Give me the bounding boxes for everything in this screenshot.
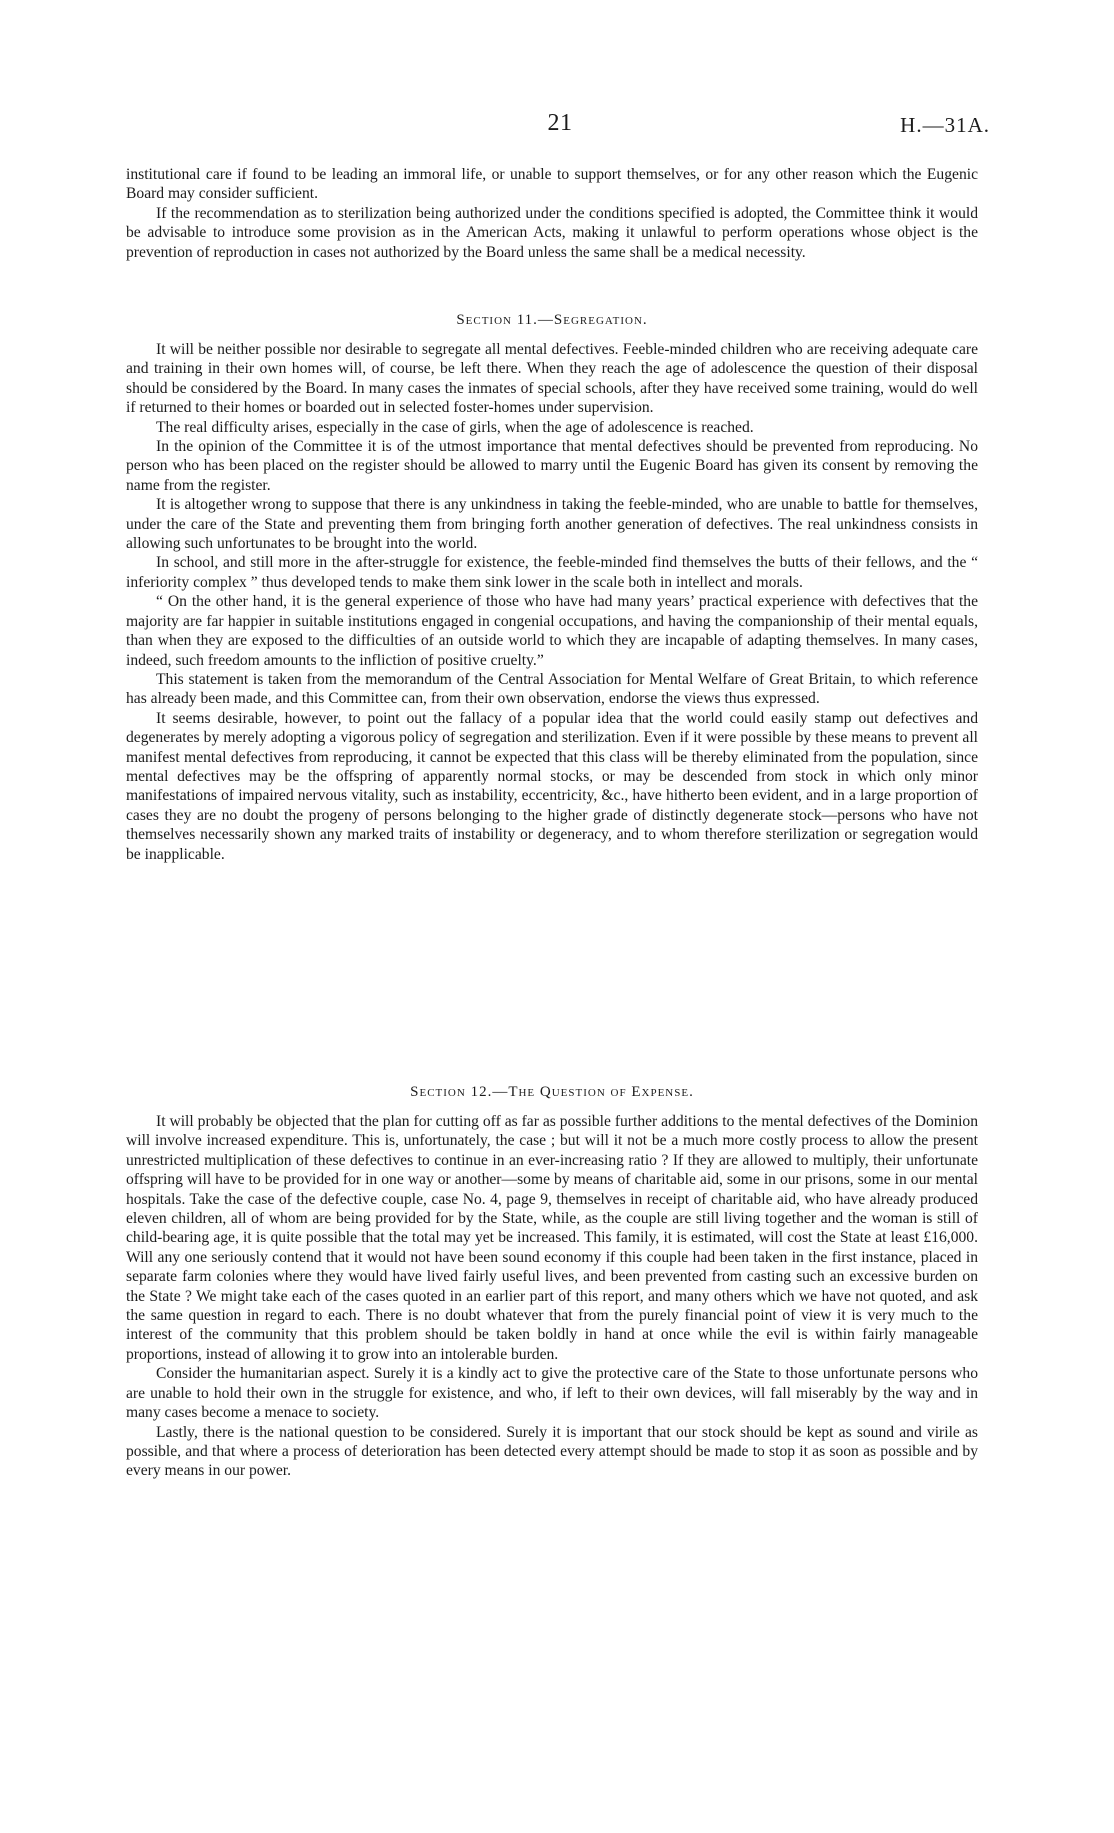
paragraph: Consider the humanitarian aspect. Surely it is a kindly act to give the protective care of the State to those unfortunate persons who are unable to hold their own in the struggle for existence, and who, if left to their own devices, will fall miserably by the way and in many cases become a menace to society. bbox=[126, 1365, 978, 1422]
paragraph: This statement is taken from the memorandum of the Central Association for Mental Welfare of Great Britain, to which reference has already been made, and this Committee can, from their own observation, endorse the views thus expressed. bbox=[126, 670, 978, 708]
page-number: 21 bbox=[547, 110, 573, 136]
section-12-heading: Section 12.—The Question of Expense. bbox=[410, 1084, 694, 1100]
section-11-body bbox=[126, 340, 978, 864]
paragraph: If the recommendation as to sterilization being authorized under the conditions specified is adopted, the Committee think it would be advisable to introduce some provision as in the American Acts, making it unlawful to perform operations whose object is the prevention of reproduction in cases not authorized by the Board unless the same shall be a medical necessity. bbox=[126, 204, 978, 261]
paragraph: The real difficulty arises, especially in the case of girls, when the age of adolescence is reached. bbox=[156, 418, 754, 436]
paragraph: It will be neither possible nor desirable to segregate all mental defectives. Feeble-minded children who are receiving adequate care and training in their own homes will, of course, be left there. When they reach the age of adolescence the question of their disposal should be considered by the Board. In many cases the inmates of special schools, after they have received some training, would do well if returned to their homes or boarded out in selected foster-homes under supervision. bbox=[126, 341, 978, 417]
section-12-body bbox=[126, 1112, 978, 1481]
paragraph: It seems desirable, however, to point out the fallacy of a popular idea that the world could easily stamp out defectives and degenerates by merely adopting a vigorous policy of segregation and sterilization. Even if it were possible by these means to prevent all manifest mental defectives from reproducing, it cannot be expected that this class will be thereby eliminated from the population, since mental defectives may be the offspring of apparently normal stocks, or may be descended from stock in which only minor manifestations of impaired nervous vitality, such as instability, eccentricity, &c., have hitherto been evident, and in a large proportion of cases they are no doubt the progeny of persons belonging to the higher grade of distinctly degenerate stock—persons who have not themselves necessarily shown any marked traits of instability or degeneracy, and to whom therefore sterilization or segregation would be inapplicable. bbox=[126, 709, 978, 863]
paragraph: institutional care if found to be leading an immoral life, or unable to support themselves, or for any other reason which the Eugenic Board may consider sufficient. bbox=[126, 166, 978, 203]
section-11-heading: Section 11.—Segregation. bbox=[456, 312, 648, 328]
paragraph: It will probably be objected that the plan for cutting off as far as possible further additions to the mental defectives of the Dominion will involve increased expenditure. This is, unfortunately, the case ; but will it not be a much more costly process to allow the present unrestricted multiplication of these defectives to continue in an ever-increasing ratio ? If they are allowed to multiply, their unfortunate offspring will have to be provided for in one way or another—some by means of charitable aid, some in our prisons, some in our mental hospitals. Take the case of the defective couple, case No. 4, page 9, themselves in receipt of charitable aid, who have already produced eleven children, all of whom are being provided for by the State, while, as the couple are still living together and the woman is still of child-bearing age, it is quite possible that the total may yet be increased. This family, it is estimated, will cost the State at least £16,000. Will any one seriously contend that it would not have been sound economy if this couple had been taken in the first instance, placed in separate farm colonies where they would have lived fairly useful lives, and been prevented from casting such an excessive burden on the State ? We might take each of the cases quoted in an earlier part of this report, and many others which we have not quoted, and ask the same question in regard to each. There is no doubt whatever that from the purely financial point of view it is very much to the interest of the community that this problem should be taken boldly in hand at once while the evil is within fairly manageable proportions, instead of allowing it to grow into an intolerable burden. bbox=[126, 1113, 978, 1363]
paragraph: “ On the other hand, it is the general experience of those who have had many years’ practical experience with defectives that the majority are far happier in suitable institutions engaged in congenial occupations, and having the companionship of their mental equals, than when they are exposed to the difficulties of an outside world to which they are incapable of adapting themselves. In many cases, indeed, such freedom amounts to the infliction of positive cruelty.” bbox=[126, 593, 978, 669]
paragraph: In school, and still more in the after-struggle for existence, the feeble-minded find themselves the butts of their fellows, and the “ inferiority complex ” thus developed tends to make them sink lower in the scale both in intellect and morals. bbox=[126, 554, 978, 591]
paragraph: It is altogether wrong to suppose that there is any unkindness in taking the feeble-minded, who are unable to battle for themselves, under the care of the State and preventing them from bringing forth another generation of defectives. The real unkindness consists in allowing such unfortunates to be brought into the world. bbox=[126, 496, 978, 553]
document-reference: H.—31A. bbox=[900, 113, 990, 137]
paragraph: Lastly, there is the national question to be considered. Surely it is important that our stock should be kept as sound and virile as possible, and that where a process of deterioration has been detected every attempt should be made to stop it as soon as possible and by every means in our power. bbox=[126, 1423, 978, 1480]
continuation-block bbox=[126, 165, 978, 262]
paragraph: In the opinion of the Committee it is of the utmost importance that mental defectives should be prevented from reproducing. No person who has been placed on the register should be allowed to marry until the Eugenic Board has given its consent by removing the name from the register. bbox=[126, 438, 978, 494]
